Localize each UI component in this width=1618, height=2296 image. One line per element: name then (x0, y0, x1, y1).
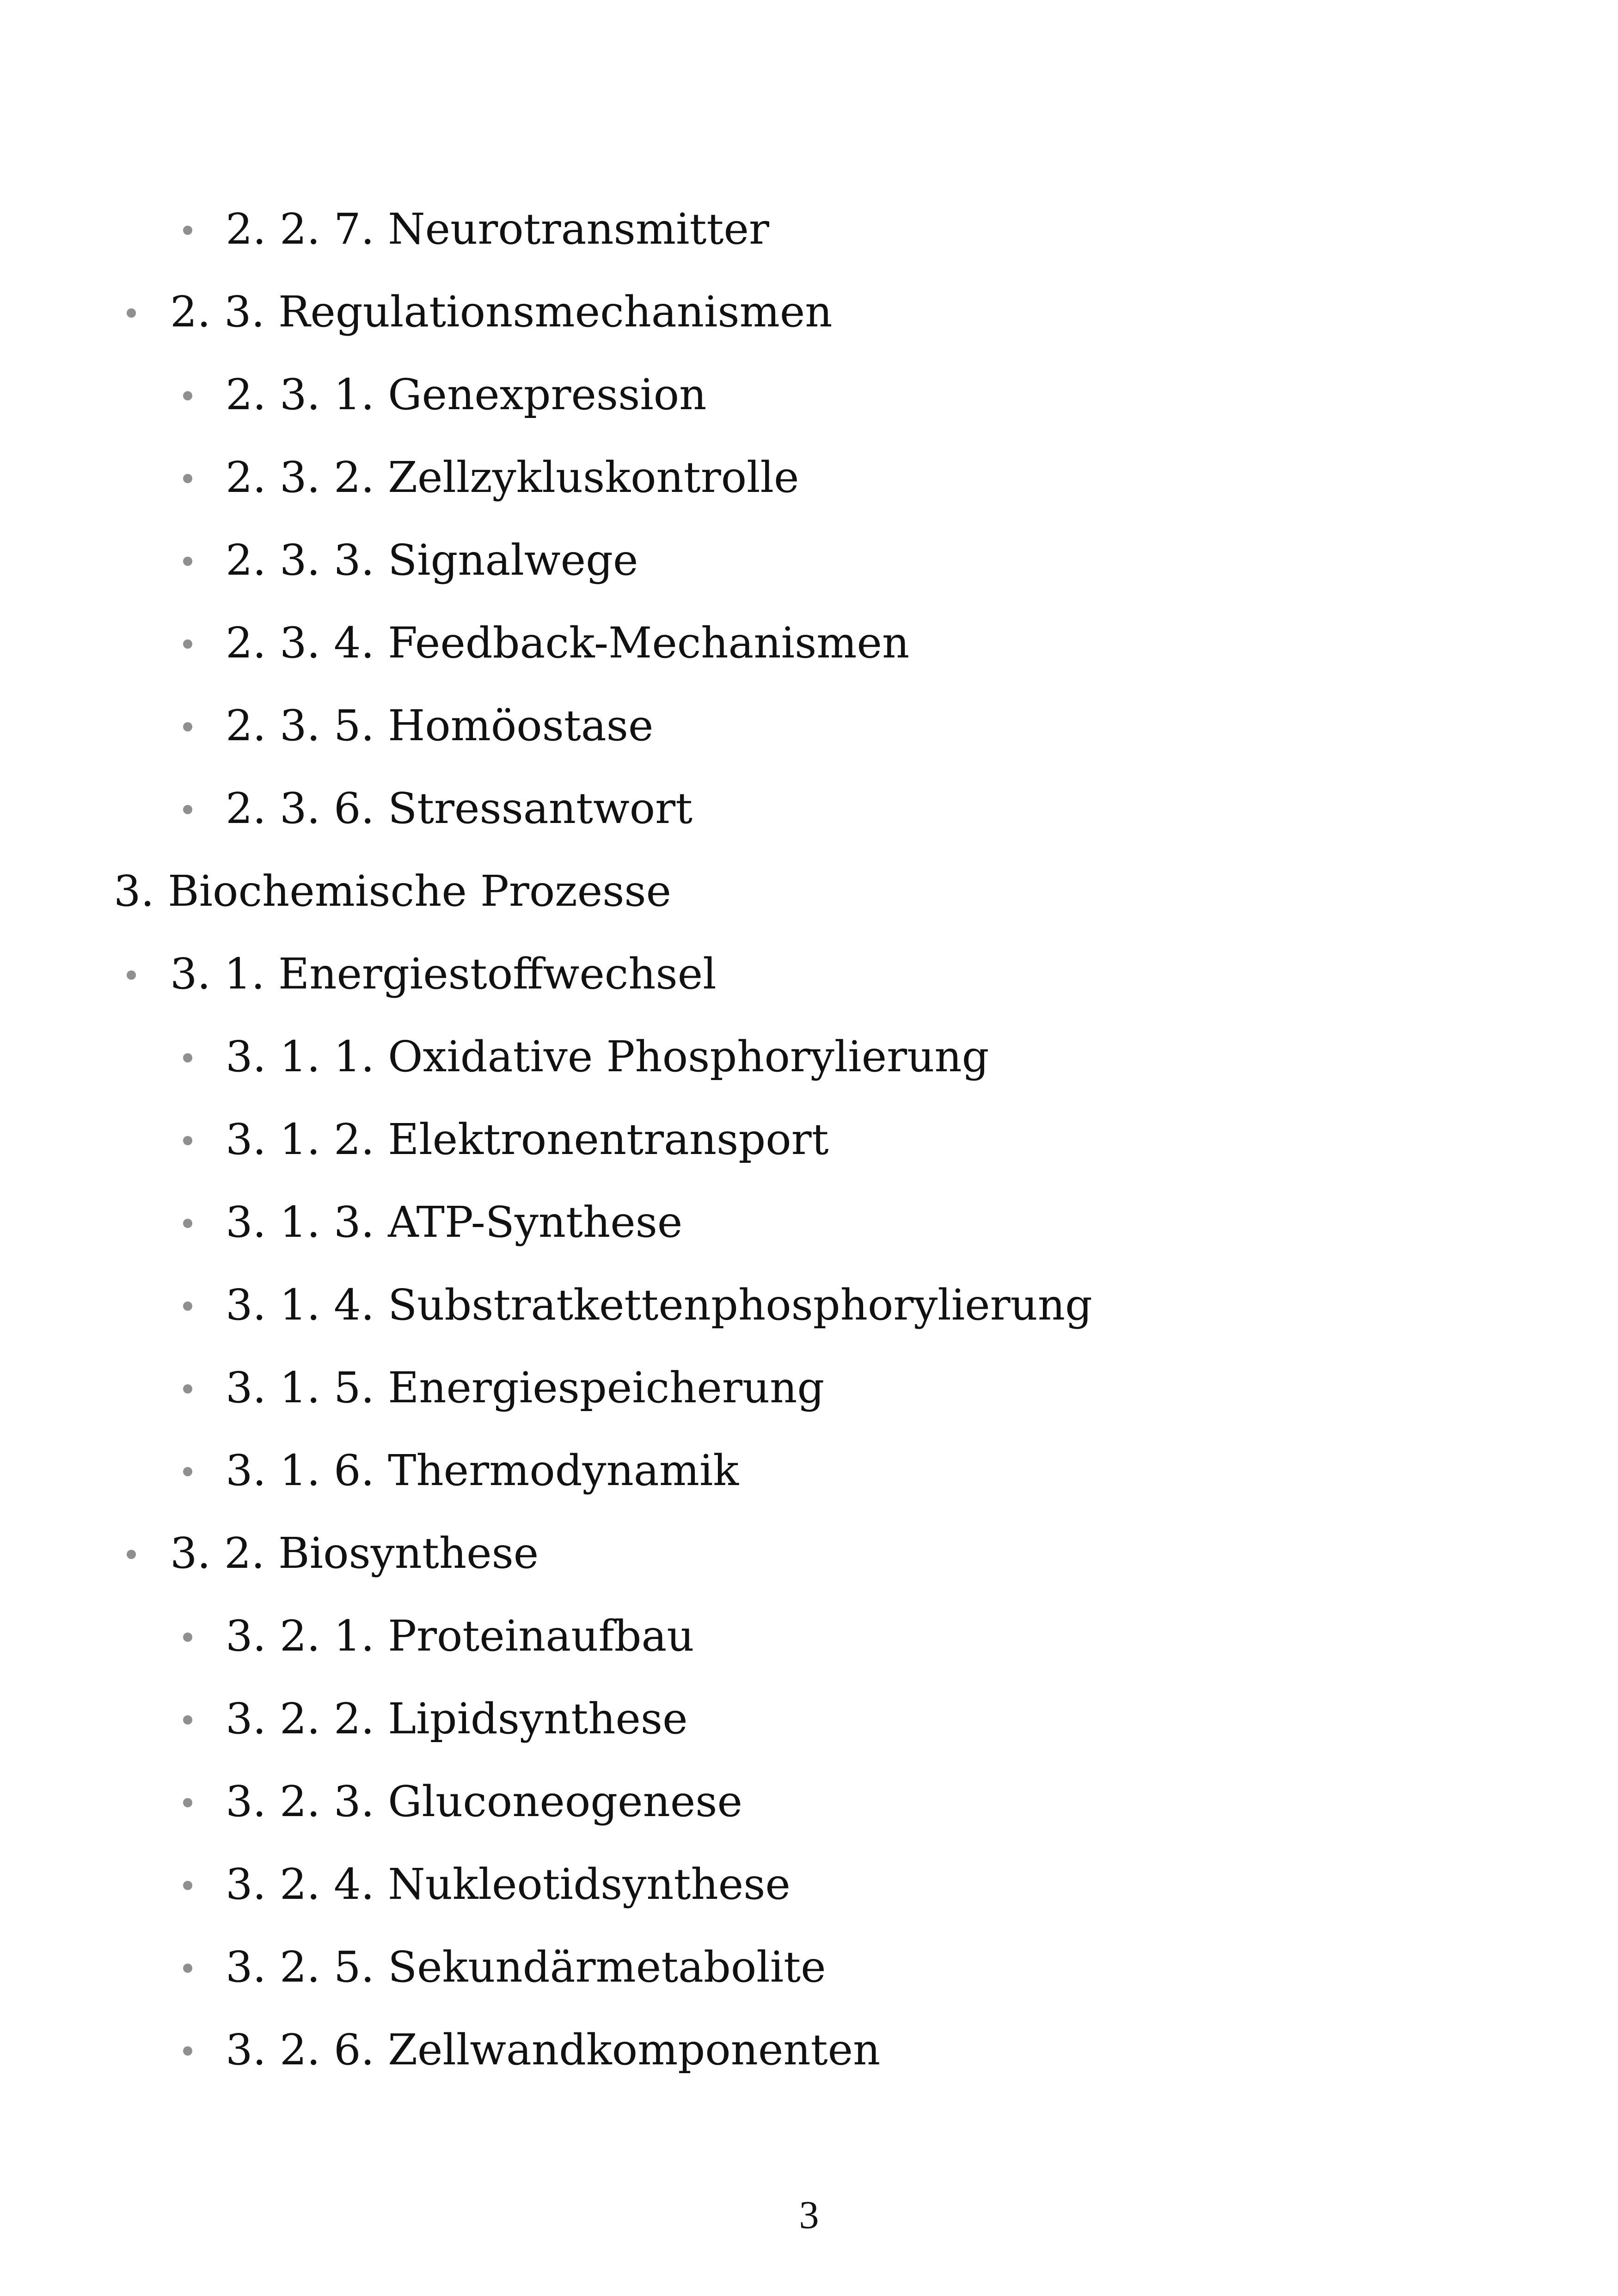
bullet-icon (127, 970, 136, 980)
toc-entry (0, 949, 1618, 1008)
toc-entry-text: 3. 2. 2. Lipidsynthese (226, 1694, 688, 1743)
toc-entry-text: 3. 2. 5. Sekundärmetabolite (226, 1942, 826, 1992)
bullet-icon (183, 1136, 192, 1145)
bullet-icon (183, 557, 192, 566)
bullet-icon (183, 639, 192, 649)
toc-entry-text: 3. 1. 6. Thermodynamik (226, 1446, 739, 1495)
bullet-icon (183, 1301, 192, 1311)
toc-entry-text: 3. 1. 5. Energiespeicherung (226, 1363, 825, 1412)
toc-entry-text: 2. 3. 2. Zellzykluskontrolle (226, 453, 799, 502)
toc-entry-text: 3. 1. 1. Oxidative Phosphorylierung (226, 1032, 989, 1081)
toc-entry-text: 2. 3. 6. Stressantwort (226, 784, 693, 833)
toc-entry (0, 1197, 1618, 1257)
toc-chapter-text: 3. Biochemische Prozesse (114, 866, 672, 916)
toc-entry-text: 2. 3. 3. Signalwege (226, 535, 638, 585)
bullet-icon (183, 1881, 192, 1890)
bullet-icon (127, 1550, 136, 1559)
bullet-icon (183, 226, 192, 235)
toc-entry (0, 1363, 1618, 1422)
bullet-icon (183, 722, 192, 731)
toc-entry-text: 3. 2. Biosynthese (170, 1529, 539, 1578)
bullet-icon (183, 1219, 192, 1228)
toc-entry (0, 1446, 1618, 1505)
toc-entry (0, 1860, 1618, 1919)
toc-entry-text: 3. 2. 3. Gluconeogenese (226, 1777, 742, 1826)
toc-entry (0, 1032, 1618, 1091)
toc-entry (0, 1529, 1618, 1588)
toc-entry-text: 2. 3. Regulationsmechanismen (170, 287, 833, 337)
toc-entry-chapter (0, 866, 1618, 926)
toc-entry (0, 2025, 1618, 2084)
toc-entry (0, 1115, 1618, 1174)
toc-entry-text: 3. 2. 1. Proteinaufbau (226, 1611, 694, 1661)
toc-entry (0, 370, 1618, 429)
toc-entry-text: 3. 1. 4. Substratkettenphosphorylierung (226, 1280, 1092, 1330)
bullet-icon (183, 1633, 192, 1642)
toc-entry-text: 3. 2. 4. Nukleotidsynthese (226, 1860, 791, 1909)
bullet-icon (183, 391, 192, 400)
toc-entry (0, 1280, 1618, 1339)
bullet-icon (183, 2046, 192, 2056)
toc-entry (0, 1694, 1618, 1753)
toc-entry (0, 204, 1618, 264)
toc-entry (0, 287, 1618, 346)
toc-entry (0, 618, 1618, 677)
toc-entry (0, 1777, 1618, 1836)
bullet-icon (127, 308, 136, 318)
toc-entry-text: 3. 2. 6. Zellwandkomponenten (226, 2025, 881, 2075)
toc-entry-text: 2. 2. 7. Neurotransmitter (226, 204, 769, 254)
toc-entry-text: 2. 3. 5. Homöostase (226, 701, 654, 750)
toc-entry (0, 701, 1618, 760)
toc-entry-text: 3. 1. 2. Elektronentransport (226, 1115, 829, 1164)
toc-entry (0, 535, 1618, 595)
toc-entry (0, 1611, 1618, 1670)
bullet-icon (183, 1384, 192, 1394)
page-number: 3 (799, 2192, 819, 2237)
toc-entry-text: 3. 1. Energiestoffwechsel (170, 949, 717, 999)
toc-entry-text: 3. 1. 3. ATP-Synthese (226, 1197, 683, 1247)
bullet-icon (183, 474, 192, 483)
toc-entry (0, 453, 1618, 512)
toc-entry-text: 2. 3. 1. Genexpression (226, 370, 707, 419)
bullet-icon (183, 1715, 192, 1725)
bullet-icon (183, 1798, 192, 1807)
bullet-icon (183, 805, 192, 814)
toc-entry-text: 2. 3. 4. Feedback-Mechanismen (226, 618, 910, 668)
bullet-icon (183, 1964, 192, 1973)
bullet-icon (183, 1467, 192, 1476)
toc-entry (0, 1942, 1618, 2001)
bullet-icon (183, 1053, 192, 1062)
toc-entry (0, 784, 1618, 843)
